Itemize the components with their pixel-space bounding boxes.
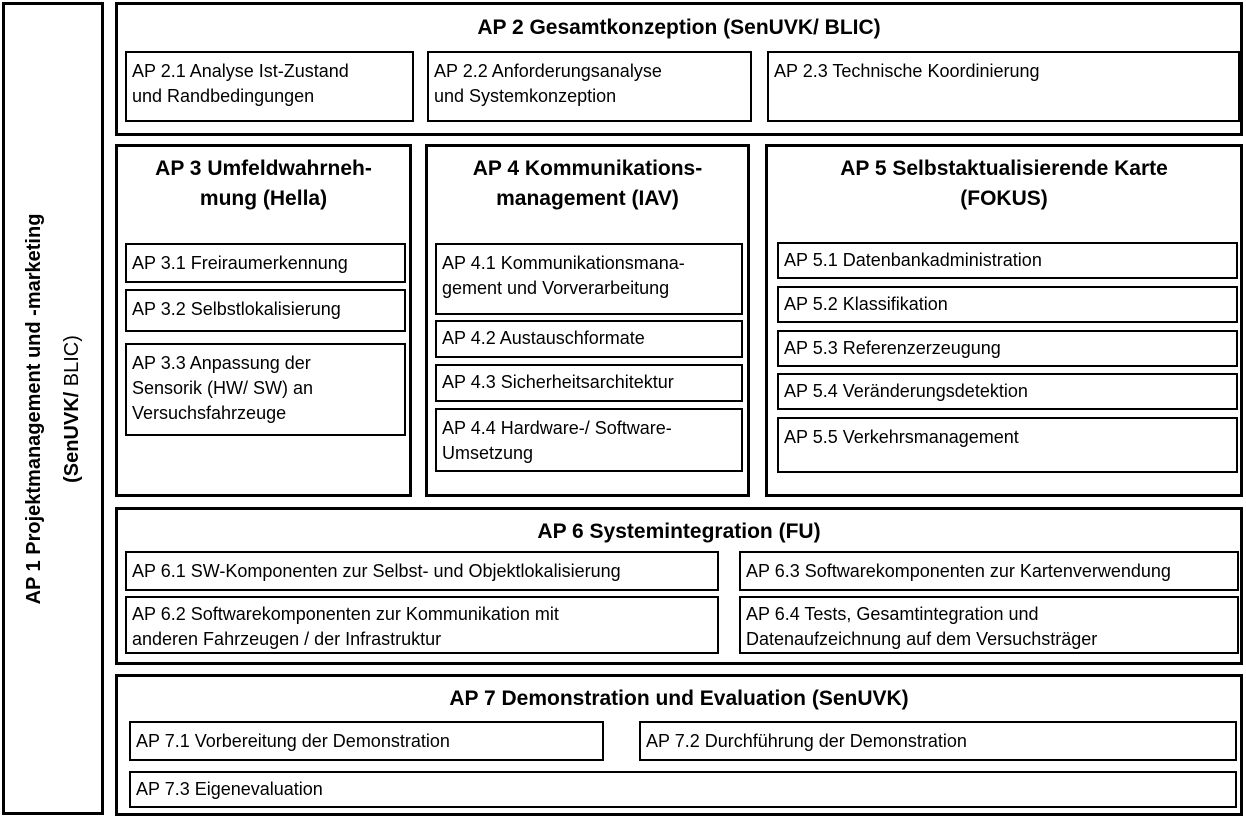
ap7-title: AP 7 Demonstration und Evaluation (SenUVK) (449, 687, 909, 710)
ap4-item-1: AP 4.1 Kommunikationsmana- gement und Vorverarbeitung (435, 243, 743, 315)
ap4-box (425, 144, 750, 497)
ap3-title: AP 3 Umfeldwahrneh- mung (Hella) (155, 157, 372, 210)
ap1-org-bold: (SenUVK/ (61, 391, 83, 483)
ap3-item-2: AP 3.2 Selbstlokalisierung (125, 289, 406, 332)
ap7-item-1: AP 7.1 Vorbereitung der Demonstration (129, 721, 604, 761)
ap6-item-3: AP 6.3 Softwarekomponenten zur Kartenverwendung (739, 551, 1239, 591)
ap4-item-3: AP 4.3 Sicherheitsarchitektur (435, 364, 743, 402)
ap2-item-2: AP 2.2 Anforderungsanalyse und Systemkonzeption (427, 51, 752, 122)
ap6-item-1: AP 6.1 SW-Komponenten zur Selbst- und Objektlokalisierung (125, 551, 719, 591)
ap4-item-4: AP 4.4 Hardware-/ Software- Umsetzung (435, 408, 743, 472)
ap1-label (15, 213, 91, 604)
ap5-item-2: AP 5.2 Klassifikation (777, 286, 1238, 323)
ap6-title: AP 6 Systemintegration (FU) (537, 520, 821, 543)
ap4-item-2: AP 4.2 Austauschformate (435, 320, 743, 358)
ap6-box (115, 507, 1243, 665)
ap6-item-2: AP 6.2 Softwarekomponenten zur Kommunikation mit anderen Fahrzeugen / der Infrastruktur (125, 596, 719, 654)
ap2-title: AP 2 Gesamtkonzeption (SenUVK/ BLIC) (477, 16, 881, 39)
ap5-title: AP 5 Selbstaktualisierende Karte (FOKUS) (840, 157, 1168, 210)
ap3-item-1: AP 3.1 Freiraumerkennung (125, 243, 406, 283)
ap5-item-5: AP 5.5 Verkehrsmanagement (777, 417, 1238, 473)
ap1-org (53, 213, 91, 604)
ap2-item-3: AP 2.3 Technische Koordinierung (767, 51, 1240, 122)
ap1-box (2, 2, 104, 815)
ap2-box (115, 2, 1243, 136)
ap3-item-3: AP 3.3 Anpassung der Sensorik (HW/ SW) an Versuchsfahrzeuge (125, 343, 406, 436)
ap5-item-3: AP 5.3 Referenzerzeugung (777, 330, 1238, 367)
ap1-org-rest: BLIC) (61, 334, 83, 392)
ap6-item-4: AP 6.4 Tests, Gesamtintegration und Datenaufzeichnung auf dem Versuchsträger (739, 596, 1239, 654)
ap2-item-1: AP 2.1 Analyse Ist-Zustand und Randbedingungen (125, 51, 414, 122)
ap1-title: AP 1 Projektmanagement und -marketing (23, 213, 45, 604)
ap5-item-4: AP 5.4 Veränderungsdetektion (777, 373, 1238, 410)
ap7-item-3: AP 7.3 Eigenevaluation (129, 771, 1237, 808)
ap5-box (765, 144, 1243, 497)
ap4-title: AP 4 Kommunikations- management (IAV) (472, 157, 703, 210)
ap5-item-1: AP 5.1 Datenbankadministration (777, 242, 1238, 279)
ap3-box (115, 144, 412, 497)
ap7-box (115, 674, 1243, 816)
ap7-item-2: AP 7.2 Durchführung der Demonstration (639, 721, 1237, 761)
